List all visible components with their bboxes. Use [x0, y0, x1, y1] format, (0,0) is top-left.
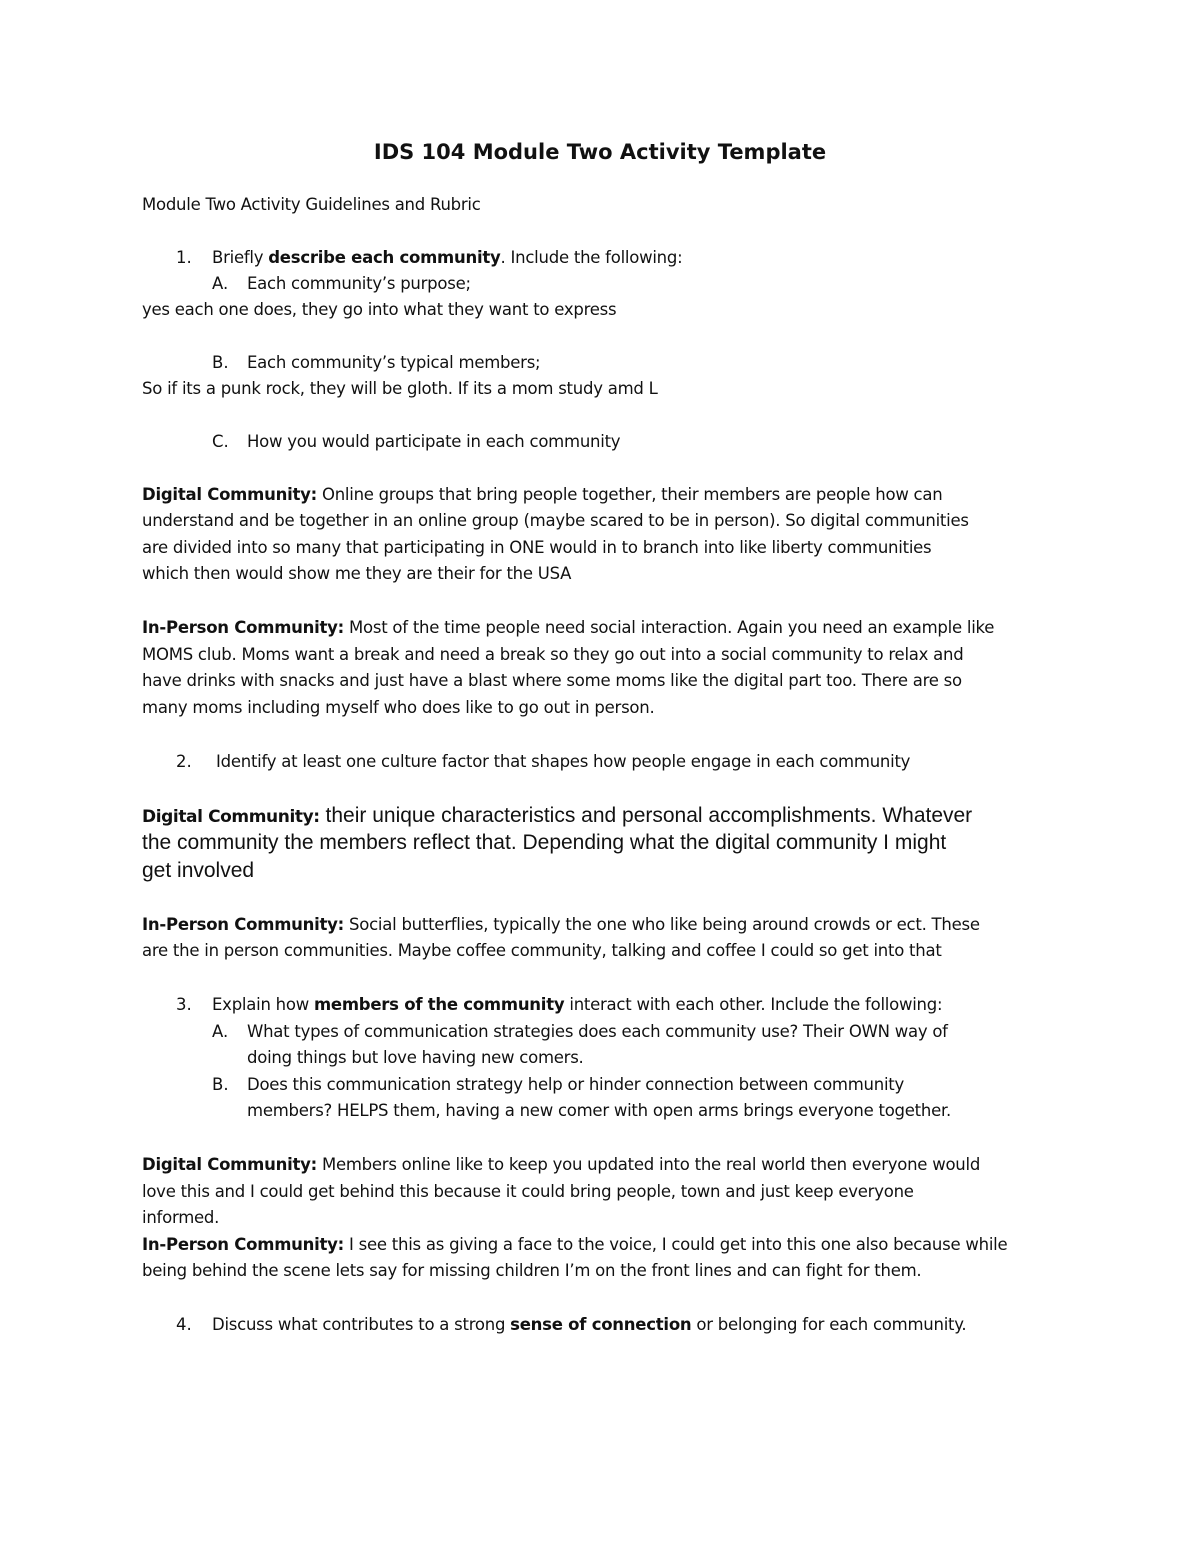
- q1-b-text: Each community’s typical members;: [247, 353, 541, 372]
- q3-a-line-1: What types of communication strategies does each community use? Their OWN way of: [247, 1022, 948, 1041]
- q1-bold: describe each community: [268, 248, 501, 267]
- a2-digital-line-1: Digital Community: their unique characteristics and personal accomplishments. Whatever: [142, 804, 973, 827]
- q4-number: 4.: [176, 1315, 192, 1334]
- a1-inperson-label: In-Person Community:: [142, 618, 345, 637]
- q3-number: 3.: [176, 995, 192, 1014]
- q3-bold: members of the community: [313, 995, 565, 1014]
- subtitle: Module Two Activity Guidelines and Rubric: [142, 195, 481, 214]
- a3-inperson-label: In-Person Community:: [142, 1235, 345, 1254]
- a2-digital-line-3: get involved: [142, 859, 255, 882]
- q1-b-answer: So if its a punk rock, they will be gloth. If its a mom study amd L: [142, 379, 658, 398]
- a1-digital-label: Digital Community:: [142, 485, 317, 504]
- q3-b-line-2: members? HELPS them, having a new comer with open arms brings everyone together.: [247, 1101, 952, 1120]
- q3-b-label: B.: [212, 1075, 229, 1094]
- q3-text: Explain how members of the community interact with each other. Include the following:: [212, 995, 943, 1014]
- a3-digital-line-3: informed.: [142, 1208, 220, 1227]
- q1-text: Briefly describe each community. Include the following:: [212, 248, 683, 267]
- a1-inperson-line-3: have drinks with snacks and just have a blast where some moms like the digital part too. There are so: [142, 671, 962, 690]
- a1-digital-line-1: Digital Community: Online groups that bring people together, their members are people how can: [142, 485, 943, 504]
- q3-a-label: A.: [212, 1022, 229, 1041]
- q2-text: Identify at least one culture factor that shapes how people engage in each community: [216, 752, 911, 771]
- q3-b-line-1: Does this communication strategy help or hinder connection between community: [247, 1075, 905, 1094]
- a3-inperson-line-2: being behind the scene lets say for missing children I’m on the front lines and can fight for them.: [142, 1261, 922, 1280]
- page-title: IDS 104 Module Two Activity Template: [373, 140, 827, 164]
- q1-b-label: B.: [212, 353, 229, 372]
- a2-digital-line-2: the community the members reflect that. Depending what the digital community I might: [142, 831, 947, 854]
- a1-digital-line-3: are divided into so many that participating in ONE would in to branch into like liberty communities: [142, 538, 932, 557]
- a1-inperson-line-4: many moms including myself who does like to go out in person.: [142, 698, 655, 717]
- a3-digital-label: Digital Community:: [142, 1155, 317, 1174]
- q1-c-text: How you would participate in each community: [247, 432, 621, 451]
- q4-bold: sense of connection: [510, 1315, 692, 1334]
- a2-digital-label: Digital Community:: [142, 807, 320, 827]
- a1-inperson-line-1: In-Person Community: Most of the time people need social interaction. Again you need an example like: [142, 618, 995, 637]
- q3-a-line-2: doing things but love having new comers.: [247, 1048, 584, 1067]
- a2-inperson-label: In-Person Community:: [142, 915, 345, 934]
- q1-c-label: C.: [212, 432, 229, 451]
- q4-text: Discuss what contributes to a strong sense of connection or belonging for each community.: [212, 1315, 967, 1334]
- q1-a-answer: yes each one does, they go into what they want to express: [142, 300, 617, 319]
- q1-a-label: A.: [212, 274, 229, 293]
- a1-digital-line-4: which then would show me they are their for the USA: [142, 564, 572, 583]
- q2-number: 2.: [176, 752, 192, 771]
- a3-digital-line-1: Digital Community: Members online like to keep you updated into the real world then everyone would: [142, 1155, 981, 1174]
- q1-number: 1.: [176, 248, 192, 267]
- a3-digital-line-2: love this and I could get behind this because it could bring people, town and just keep everyone: [142, 1182, 914, 1201]
- a3-inperson-line-1: In-Person Community: I see this as giving a face to the voice, I could get into this one also because while: [142, 1235, 1008, 1254]
- a1-inperson-line-2: MOMS club. Moms want a break and need a break so they go out into a social community to relax and: [142, 645, 964, 664]
- a2-inperson-line-1: In-Person Community: Social butterflies, typically the one who like being around crowds or ect. These: [142, 915, 980, 934]
- q1-a-text: Each community’s purpose;: [247, 274, 471, 293]
- a2-inperson-line-2: are the in person communities. Maybe coffee community, talking and coffee I could so get into that: [142, 941, 942, 960]
- a1-digital-line-2: understand and be together in an online group (maybe scared to be in person). So digital communities: [142, 511, 969, 530]
